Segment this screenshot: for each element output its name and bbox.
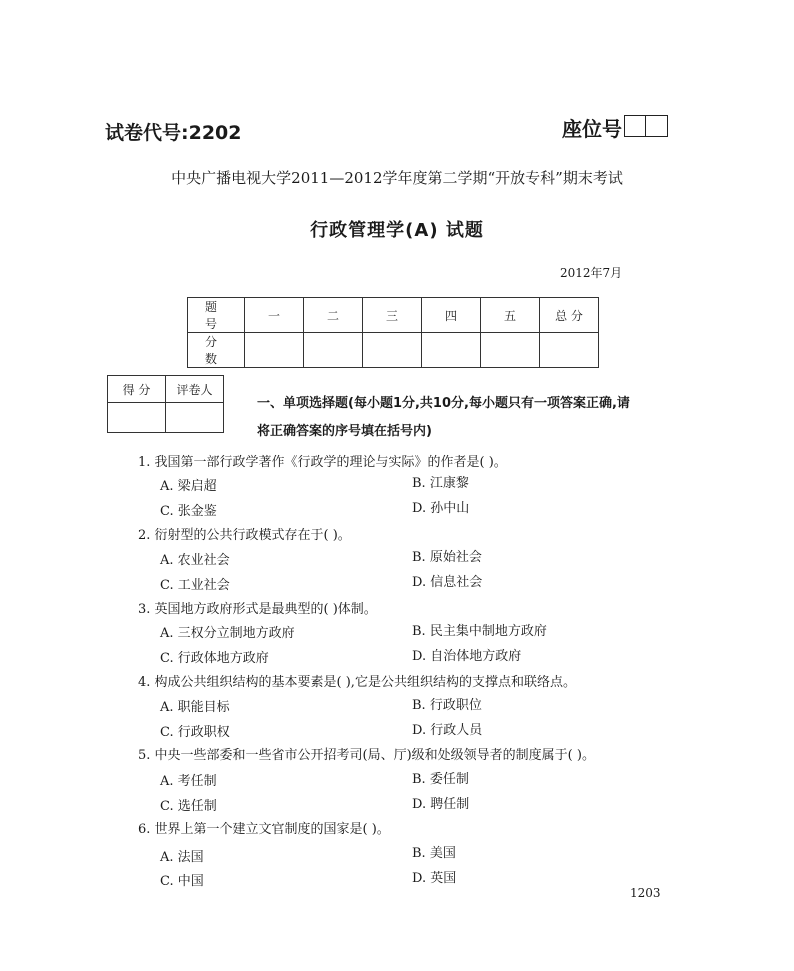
grader-name-cell: [166, 403, 224, 433]
q4-option-c: C. 行政职权: [160, 725, 230, 740]
question-6: 6. 世界上第一个建立文官制度的国家是( )。: [138, 822, 390, 837]
score-table-score-row: [188, 333, 599, 368]
score-cell: [481, 333, 540, 368]
score-table-header-row: [188, 298, 599, 333]
q1-option-a: A. 梁启超: [160, 479, 217, 494]
question-2: 2. 衍射型的公共行政模式存在于( )。: [138, 528, 351, 543]
exam-date: 2012年7月: [560, 266, 623, 280]
q5-option-d: D. 聘任制: [412, 797, 470, 812]
q6-option-b: B. 美国: [412, 846, 456, 861]
score-cell: [245, 333, 304, 368]
q3-option-b: B. 民主集中制地方政府: [412, 624, 547, 639]
q1-option-d: D. 孙中山: [412, 501, 470, 516]
score-cell: [304, 333, 363, 368]
score-row-label: 分 数: [188, 333, 245, 368]
section-heading: 一、单项选择题(每小题1分,共10分,每小题只有一项答案正确,请: [257, 396, 630, 411]
q4-option-d: D. 行政人员: [412, 723, 483, 738]
q3-option-a: A. 三权分立制地方政府: [160, 626, 295, 641]
page-number: 1203: [630, 886, 661, 900]
paper-code: 试卷代号:2202: [105, 122, 242, 144]
score-table-label: 题 号: [188, 298, 245, 333]
q4-option-a: A. 职能目标: [160, 700, 230, 715]
question-4: 4. 构成公共组织结构的基本要素是( ),它是公共组织结构的支撑点和联络点。: [138, 675, 576, 690]
grader-score-label: 得 分: [108, 376, 166, 403]
score-table-col-4: 四: [422, 298, 481, 333]
score-table-col-total: 总 分: [540, 298, 599, 333]
q1-option-b: B. 江康黎: [412, 476, 469, 491]
score-table-col-2: 二: [304, 298, 363, 333]
score-cell: [422, 333, 481, 368]
question-3: 3. 英国地方政府形式是最典型的( )体制。: [138, 602, 377, 617]
grader-table: [107, 375, 224, 433]
grader-name-label: 评卷人: [166, 376, 224, 403]
q3-option-d: D. 自治体地方政府: [412, 649, 522, 664]
q6-option-c: C. 中国: [160, 874, 204, 889]
score-table-col-5: 五: [481, 298, 540, 333]
q2-option-d: D. 信息社会: [412, 575, 483, 590]
score-table-col-3: 三: [363, 298, 422, 333]
q2-option-c: C. 工业社会: [160, 578, 230, 593]
question-5: 5. 中央一些部委和一些省市公开招考司(局、厅)级和处级领导者的制度属于( )。: [138, 748, 595, 763]
q1-option-c: C. 张金鉴: [160, 504, 217, 519]
section-heading-cont: 将正确答案的序号填在括号内): [257, 424, 432, 439]
score-cell: [363, 333, 422, 368]
exam-title: 行政管理学(A) 试题: [310, 220, 484, 241]
q5-option-c: C. 选任制: [160, 799, 217, 814]
score-table: [187, 297, 599, 368]
q2-option-b: B. 原始社会: [412, 550, 482, 565]
q6-option-a: A. 法国: [160, 850, 204, 865]
score-table-col-1: 一: [245, 298, 304, 333]
q6-option-d: D. 英国: [412, 871, 457, 886]
seat-number-box: [624, 115, 668, 137]
q3-option-c: C. 行政体地方政府: [160, 651, 269, 666]
seat-label: 座位号: [562, 117, 622, 141]
q2-option-a: A. 农业社会: [160, 553, 230, 568]
question-1: 1. 我国第一部行政学著作《行政学的理论与实际》的作者是( )。: [138, 455, 507, 470]
exam-header: 中央广播电视大学2011—2012学年度第二学期“开放专科”期末考试: [171, 169, 623, 187]
score-cell: [540, 333, 599, 368]
grader-score-cell: [108, 403, 166, 433]
q5-option-a: A. 考任制: [160, 774, 217, 789]
q5-option-b: B. 委任制: [412, 772, 469, 787]
q4-option-b: B. 行政职位: [412, 698, 482, 713]
